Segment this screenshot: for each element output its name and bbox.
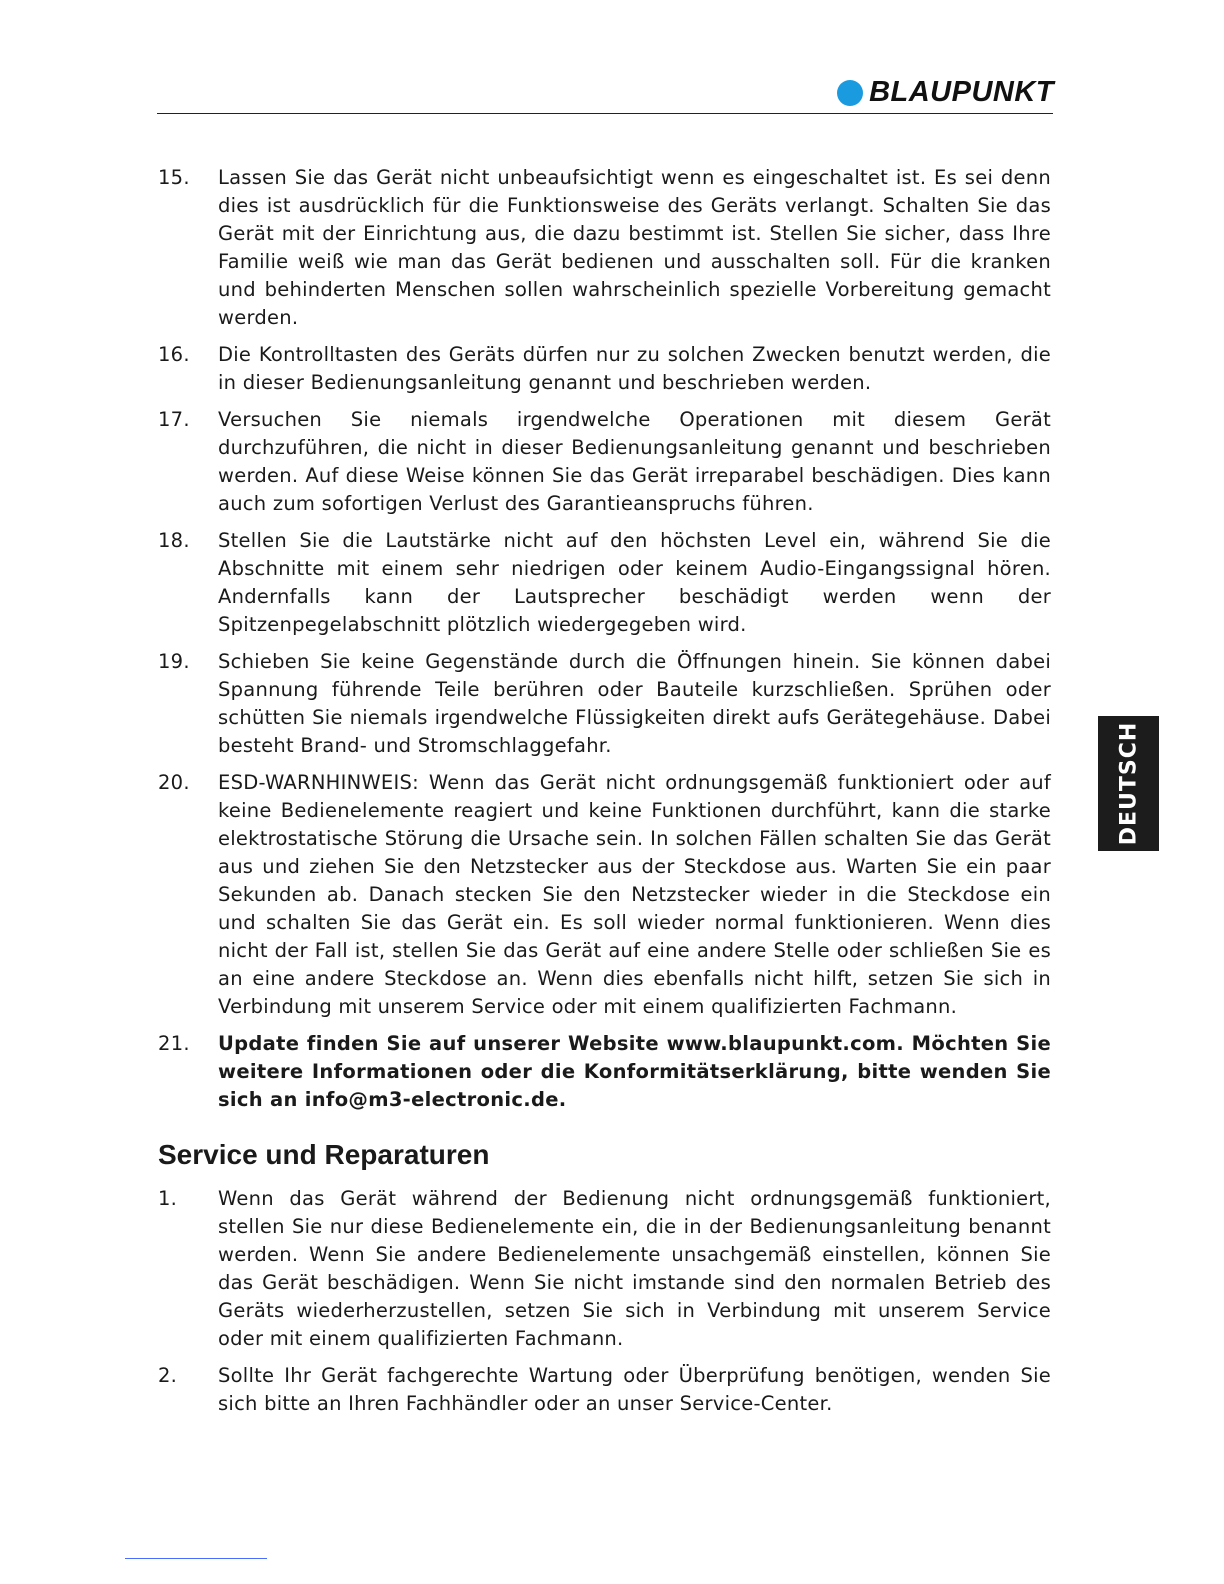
list-item (158, 527, 1051, 639)
list-item (158, 648, 1051, 760)
document-body (158, 164, 1051, 1427)
item-number: 15. (158, 166, 190, 189)
logo-text: BLAUPUNKT (869, 76, 1054, 108)
item-text: Wenn das Gerät während der Bedienung nicht ordnungsgemäß funktioniert, stellen Sie nur diese Bedienelemente ein, die in der Bedienungsanleitung benannt werden. Wenn Sie andere Bedienelemente unsachgemäß einstellen, können Sie das Gerät beschädigen. Wenn Sie nicht imstande sind den normalen Betrieb des Geräts wiederherzustellen, setzen Sie sich in Verbindung mit unserem Service oder mit einem qualifizierten Fachmann. (218, 1187, 1051, 1350)
item-text: Update finden Sie auf unserer Website www.blaupunkt.com. Möchten Sie weitere Informationen oder die Konformitätserklärung, bitte wenden Sie sich an info@m3-electronic.de. (218, 1032, 1051, 1111)
item-number: 18. (158, 529, 190, 552)
list-item (158, 769, 1051, 1021)
list-item (158, 1362, 1051, 1418)
language-tab (1098, 716, 1159, 851)
item-number: 16. (158, 343, 190, 366)
list-item (158, 1185, 1051, 1353)
header-divider (157, 113, 1053, 114)
brand-logo (837, 76, 1054, 109)
list-item (158, 341, 1051, 397)
item-text: ESD-WARNHINWEIS: Wenn das Gerät nicht ordnungsgemäß funktioniert oder auf keine Bedienelemente reagiert und keine Funktionen durchführt, kann die starke elektrostatische Störung die Ursache sein. In solchen Fällen schalten Sie das Gerät aus und ziehen Sie den Netzstecker aus der Steckdose aus. Warten Sie ein paar Sekunden ab. Danach stecken Sie den Netzstecker wieder in die Steckdose ein und schalten Sie das Gerät ein. Es soll wieder normal funktionieren. Wenn dies nicht der Fall ist, stellen Sie das Gerät auf eine andere Stelle oder schließen Sie es an eine andere Steckdose an. Wenn dies ebenfalls nicht hilft, setzen Sie sich in Verbindung mit unserem Service oder mit einem qualifizierten Fachmann. (218, 771, 1051, 1018)
list-item-highlight (158, 1030, 1051, 1114)
language-tab-label: DEUTSCH (1116, 721, 1142, 846)
item-number: 21. (158, 1032, 190, 1055)
item-number: 20. (158, 771, 190, 794)
item-text: Sollte Ihr Gerät fachgerechte Wartung oder Überprüfung benötigen, wenden Sie sich bitte an Ihren Fachhändler oder an unser Service-Center. (218, 1364, 1051, 1415)
logo-dot-icon (837, 80, 863, 106)
list-item (158, 406, 1051, 518)
item-number: 1. (158, 1187, 178, 1210)
footer-divider (125, 1558, 267, 1559)
item-number: 2. (158, 1364, 178, 1387)
section-title: Service und Reparaturen (158, 1139, 490, 1170)
item-text: Versuchen Sie niemals irgendwelche Operationen mit diesem Gerät durchzuführen, die nicht in dieser Bedienungsanleitung genannt und beschrieben werden. Auf diese Weise können Sie das Gerät irreparabel beschädigen. Dies kann auch zum sofortigen Verlust des Garantieanspruchs führen. (218, 408, 1051, 515)
item-text: Schieben Sie keine Gegenstände durch die Öffnungen hinein. Sie können dabei Spannung führende Teile berühren oder Bauteile kurzschließen. Sprühen oder schütten Sie niemals irgendwelche Flüssigkeiten direkt aufs Gerätegehäuse. Dabei besteht Brand- und Stromschlaggefahr. (218, 650, 1051, 757)
item-number: 17. (158, 408, 190, 431)
item-number: 19. (158, 650, 190, 673)
item-text: Die Kontrolltasten des Geräts dürfen nur zu solchen Zwecken benutzt werden, die in dieser Bedienungsanleitung genannt und beschrieben werden. (218, 343, 1051, 394)
list-item (158, 164, 1051, 332)
item-text: Lassen Sie das Gerät nicht unbeaufsichtigt wenn es eingeschaltet ist. Es sei denn dies ist ausdrücklich für die Funktionsweise des Geräts verlangt. Schalten Sie das Gerät mit der Einrichtung aus, die dazu bestimmt ist. Stellen Sie sicher, dass Ihre Familie weiß wie man das Gerät bedienen und ausschalten soll. Für die kranken und behinderten Menschen sollen wahrscheinlich spezielle Vorbereitung gemacht werden. (218, 166, 1051, 329)
item-text: Stellen Sie die Lautstärke nicht auf den höchsten Level ein, während Sie die Abschnitte mit einem sehr niedrigen oder keinem Audio-Eingangssignal hören. Andernfalls kann der Lautsprecher beschädigt werden wenn der Spitzenpegelabschnitt plötzlich wiedergegeben wird. (218, 529, 1051, 636)
